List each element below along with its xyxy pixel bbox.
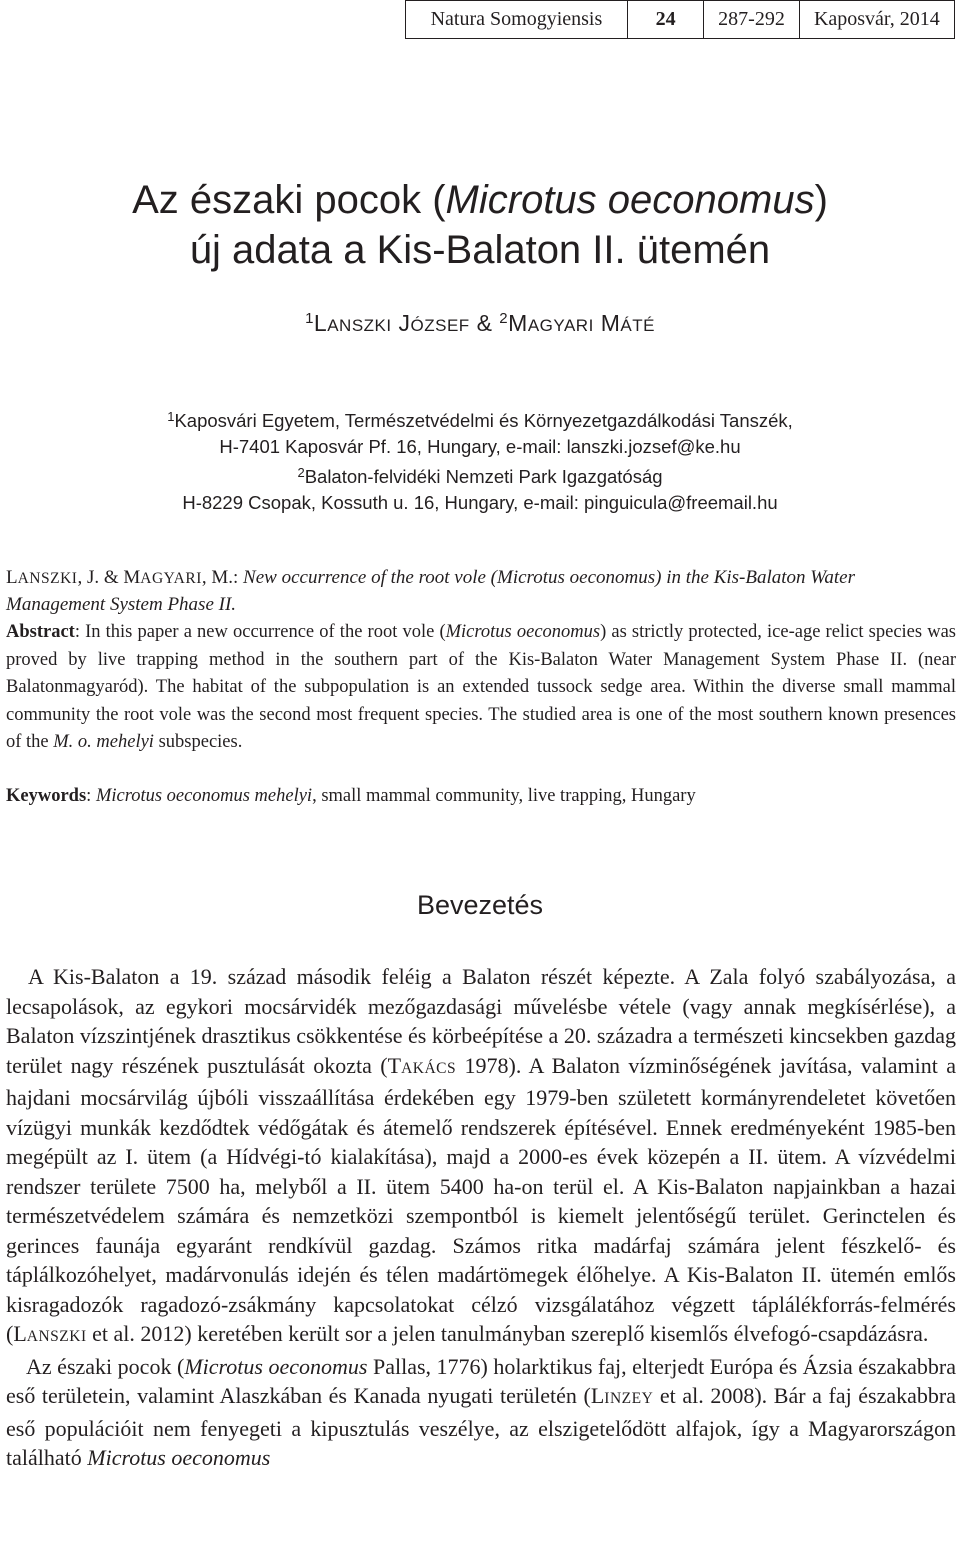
paper-title xyxy=(0,175,960,275)
affiliation-2-text: Balaton-felvidéki Nemzeti Park Igazgatóság xyxy=(304,466,663,487)
author-1-surname-rest: ANSZKI xyxy=(327,316,392,335)
author-2-given-initial: M xyxy=(600,310,621,336)
p2-cite-rest: INZEY xyxy=(604,1390,654,1407)
abstract-subspecies-italic: M. o. mehelyi xyxy=(53,732,154,752)
section-heading: Bevezetés xyxy=(416,890,544,920)
journal-volume: 24 xyxy=(627,1,703,39)
paragraph-1 xyxy=(6,962,956,1352)
abstract xyxy=(6,619,956,757)
author-separator: & xyxy=(476,310,493,336)
author-list xyxy=(0,310,960,337)
p2-cite-initial: L xyxy=(590,1383,605,1408)
affiliation-1-line-1 xyxy=(0,404,960,434)
title-line-2: új adata a Kis-Balaton II. ütemén xyxy=(189,228,771,272)
affiliations xyxy=(0,404,960,516)
journal-header xyxy=(405,0,955,39)
citation-author-1-initial: L xyxy=(6,567,18,588)
journal-place-year: Kaposvár, 2014 xyxy=(799,1,954,39)
citation xyxy=(6,565,956,618)
body-text xyxy=(6,962,956,1473)
p2-species-italic: Microtus oeconomus xyxy=(184,1353,368,1379)
keywords xyxy=(6,783,956,809)
citation-author-2-initial: M xyxy=(123,567,141,588)
abstract-label: Abstract xyxy=(6,622,75,642)
abstract-text-2: ) as strictly protected, ice-age relict species was proved by live trapping method in the southern part of the Kis-Balaton Water Management System Phase II. (near Balatonmagyaród). The habitat of the subpopulation is an extended tussock sedge area. Within the diverse small mammal community the root vole was the second most frequent species. The studied area is one of the most southern known presences of the xyxy=(6,622,956,752)
author-2-surname-rest: AGYARI xyxy=(527,316,594,335)
p2-text-b: Pallas, 1776) holarktikus faj, elterjedt Európa és Ázsia északabbra eső területein, valamint Alaszkában és Kanada nyugati területén ( xyxy=(6,1353,957,1408)
citation-author-1-rest: ANSZKI xyxy=(17,570,78,587)
abstract-text-3: subspecies. xyxy=(153,732,243,752)
keywords-rest: , small mammal community, live trapping, Hungary xyxy=(312,786,696,806)
affiliation-1-line-2: H-7401 Kaposvár Pf. 16, Hungary, e-mail: lanszki.jozsef@ke.hu xyxy=(219,436,741,457)
affiliation-2-line-1 xyxy=(0,460,960,490)
p2-text-c: et al. 2008). Bár a faj északabbra eső populációit nem fenyegeti a kipusztulás veszélye, az elszigetelődött alfajok, így a Magyarországon található xyxy=(6,1383,956,1470)
keywords-separator: : xyxy=(86,786,96,806)
abstract-species-italic: Microtus oeconomus xyxy=(445,622,601,642)
affiliation-2-mark: 2 xyxy=(297,465,305,480)
p1-text-c: et al. 2012) keretében került sor a jelen tanulmányban szereplő kisemlős élvefogó-csapdázásra. xyxy=(86,1321,929,1346)
author-1-affiliation-mark: 1 xyxy=(305,310,314,327)
affiliation-1-mark: 1 xyxy=(167,409,175,424)
journal-pages: 287-292 xyxy=(704,1,799,39)
keywords-italic: Microtus oeconomus mehelyi xyxy=(95,786,313,806)
p1-cite-2-initial: L xyxy=(13,1321,27,1346)
affiliation-2-line-2: H-8229 Csopak, Kossuth u. 16, Hungary, e-mail: pinguicula@freemail.hu xyxy=(182,492,778,513)
title-line-1-pre: Az északi pocok ( xyxy=(132,178,446,222)
author-1-surname-initial: L xyxy=(313,310,328,336)
keywords-label: Keywords xyxy=(6,786,87,806)
author-1-given-rest: ÓZSEF xyxy=(410,316,470,335)
paragraph-2 xyxy=(6,1352,956,1473)
citation-title: New occurrence of the root vole (Microtus oeconomus) in the Kis-Balaton Water Management System Phase II. xyxy=(6,567,855,615)
author-2-affiliation-mark: 2 xyxy=(499,310,509,327)
p2-species-italic-2: Microtus oeconomus xyxy=(87,1445,271,1470)
title-line-1 xyxy=(0,175,960,225)
p1-cite-2-rest: ANSZKI xyxy=(26,1328,87,1345)
p1-text-b: 1978). A Balaton vízminőségének javítása, valamint a hajdani mocsárvilág újbóli visszaállítása érdekében egy 1979-ben született kormányrendeletet követően vízügyi munkák kezdődtek védőgátak és átemelő rendszerek építésével. Ennek eredményeként 1985-ben megépült az I. ütem (a Hídvégi-tó kialakítása), majd a 2000-es évek közepén a II. ütem. A vízvédelmi rendszer területe 7500 ha, melyből a II. ütem 5400 ha-on terül el. A Kis-Balaton napjainkban a hazai természetvédelem számára és nemzetközi szempontból is kiemelt jelentőségű terület. Gerinctelen és gerinces faunája egyaránt rendkívül gazdag. Számos ritka madárfaj számára jelent fészkelő- és táplálkozóhelyet, madárvonulás idején és télen madártömegek élőhelye. A Kis-Balaton II. ütemén emlős kisragadozók ragadozó-zsákmány kapcsolatokat célzó vizsgálatához végzett táplálékforrás-felmérés ( xyxy=(6,1052,957,1346)
title-species-italic: Microtus oeconomus xyxy=(445,178,815,222)
p1-cite-1-rest: AKÁCS xyxy=(401,1059,457,1077)
journal-name: Natura Somogyiensis xyxy=(406,1,628,39)
citation-author-1-init: , J. & xyxy=(77,567,124,588)
title-line-1-post: ) xyxy=(814,178,828,222)
affiliation-1-text: Kaposvári Egyetem, Természetvédelmi és Környezetgazdálkodási Tanszék, xyxy=(174,410,793,431)
author-1-given-initial: J xyxy=(398,310,411,336)
citation-author-2-init: , M.: xyxy=(201,567,244,588)
abstract-text-1: : In this paper a new occurrence of the root vole ( xyxy=(74,622,446,642)
author-2-given-rest: ÁTÉ xyxy=(620,316,655,335)
p1-cite-1-initial: T xyxy=(387,1052,402,1078)
author-2-surname-initial: M xyxy=(508,310,528,336)
p1-text-a: A Kis-Balaton a 19. század második feléig a Balaton részét képezte. A Zala folyó szabályozása, a lecsapolások, az egykori mocsárvidék mezőgazdasági művelésbe vétele (vagy annak megkísérlése), a Balaton vízszintjének drasztikus csökkentése és körbeépítése a 20. századra a természeti kincsekben gazdag terület nagy részének pusztulását okozta ( xyxy=(6,964,956,1078)
p2-text-a: Az északi pocok ( xyxy=(26,1353,185,1379)
citation-author-2-rest: AGYARI xyxy=(140,570,202,587)
